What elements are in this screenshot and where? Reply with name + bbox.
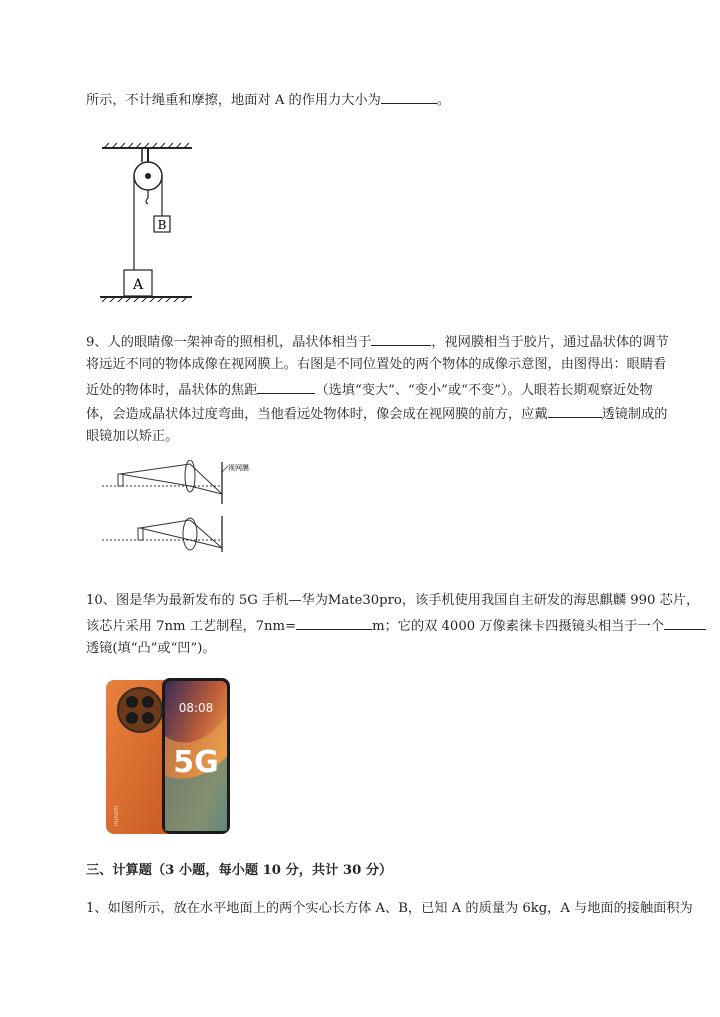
answer-blank[interactable] [257,380,315,394]
answer-blank[interactable] [296,616,372,630]
q9-line-2: 将远近不同的物体成像在视网膜上。右图是不同位置处的两个物体的成像示意图，由图得出：眼睛看 [86,357,667,372]
label-b: B [157,218,167,232]
answer-blank[interactable] [371,332,431,346]
camera-ring [118,688,162,732]
calc1-line-1: 1、如图所示，放在水平地面上的两个实心长方体 A、B，已知 A 的质量为 6kg，A 与地面的接触面积为 [86,901,693,916]
huawei-phone-image [104,676,232,836]
5g-badge: 5G [173,745,219,780]
label-a: A [132,277,144,293]
q9-line-3: 近处的物体时，晶状体的焦距 （选填“变大”、“变小”或“不变”）。人眼若长期观察近处物 [86,380,653,400]
object-top [118,474,123,486]
q9-line-1: 9、人的眼睛像一架神奇的照相机，晶状体相当于 ，视网膜相当于胶片，通过晶状体的调节 [86,332,669,352]
q10-line-2: 该芯片采用 7nm 工艺制程，7nm= m；它的双 4000 万像素徕卡四摄镜头相当于一个 [86,616,706,636]
lens-top [185,460,195,492]
q9-line-4: 体，会造成晶状体过度弯曲，当他看远处物体时，像会成在视网膜的前方，应戴 透镜制成的 [86,404,668,424]
brand-label: HUAWEI [114,805,120,826]
retina-label: 视网膜 [228,464,249,472]
object-bottom [138,528,143,540]
pulley-figure [96,140,196,308]
section-title: 三、计算题（3 小题，每小题 10 分，共计 30 分） [86,863,393,878]
q10-line-1: 10、图是华为最新发布的 5G 手机—华为Mate30pro，该手机使用我国自主研发的海思麒麟 990 芯片， [86,593,700,608]
answer-blank[interactable] [381,90,437,104]
answer-blank[interactable] [548,404,602,418]
eye-imaging-figure [100,460,260,552]
q10-line-3: 透镜(填“凸”或“凹”)。 [86,641,216,656]
lens-bottom [183,518,197,550]
q9-line-5: 眼镜加以矫正。 [86,429,179,444]
q8-line-1: 所示，不计绳重和摩擦，地面对 A 的作用力大小为 。 [86,90,450,110]
answer-blank[interactable] [664,616,706,630]
phone-time: 08:08 [178,701,214,715]
